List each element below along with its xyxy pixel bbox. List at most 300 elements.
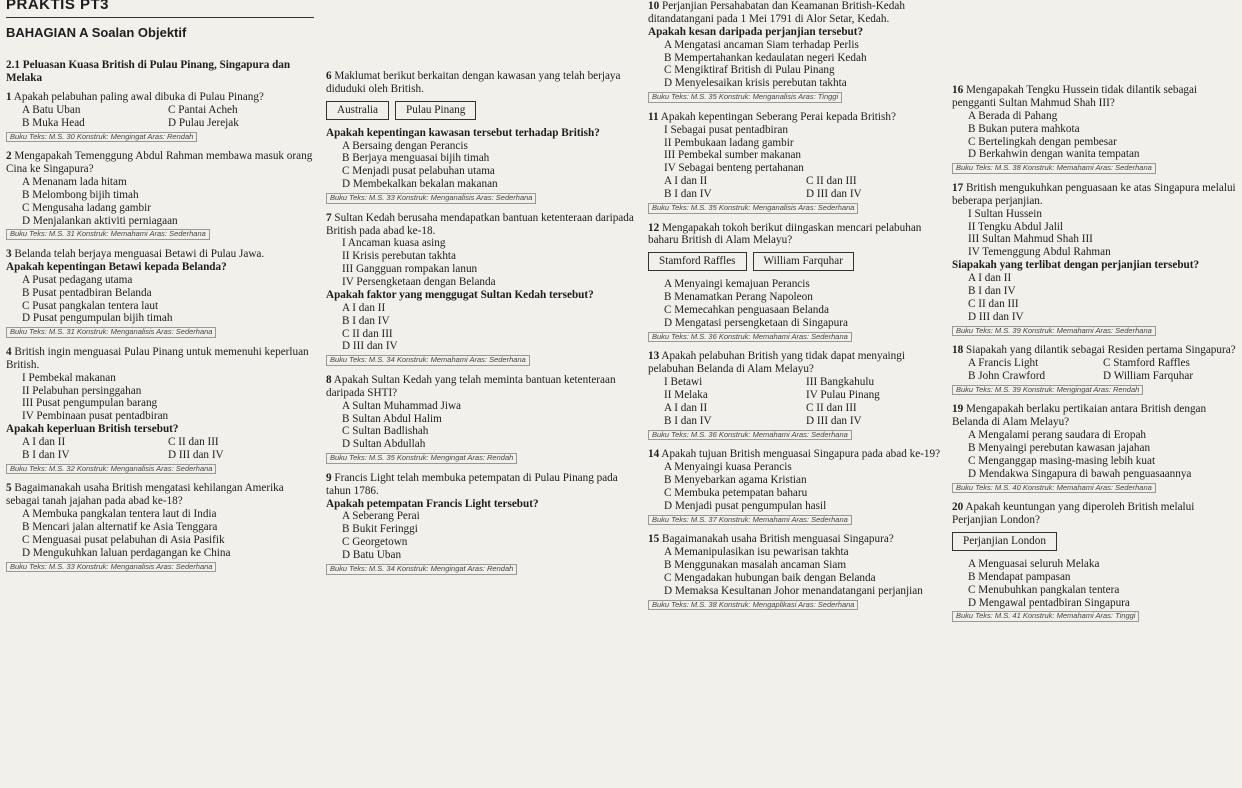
option-letter: A bbox=[22, 175, 30, 188]
statement-list bbox=[22, 372, 314, 424]
answer-options bbox=[952, 429, 1238, 481]
answer-option[interactable] bbox=[968, 285, 1238, 298]
option-text: Francis Light bbox=[978, 357, 1039, 369]
option-text: Sultan Abdul Halim bbox=[352, 412, 442, 425]
answer-option[interactable] bbox=[664, 278, 948, 291]
statement-item: I Betawi bbox=[664, 376, 703, 388]
answer-option[interactable] bbox=[968, 597, 1238, 610]
question bbox=[326, 70, 642, 209]
question-prompt: Apakah kepentingan Betawi kepada Belanda? bbox=[6, 260, 227, 273]
option-letter: C bbox=[806, 401, 814, 414]
answer-option[interactable] bbox=[22, 534, 314, 547]
question-number: 3 bbox=[6, 248, 12, 261]
answer-options bbox=[968, 357, 1238, 383]
answer-option[interactable] bbox=[968, 148, 1238, 161]
answer-option[interactable] bbox=[22, 274, 314, 287]
source-tag: Buku Teks: M.S. 36 Konstruk: Memahami Aras: Sederhana bbox=[648, 430, 852, 441]
option-text: Pantai Acheh bbox=[178, 103, 238, 116]
option-text: Menguasai pusat pelabuhan di Asia Pasifik bbox=[32, 533, 225, 546]
source-tag: Buku Teks: M.S. 31 Konstruk: Memahami Aras: Sederhana bbox=[6, 229, 210, 240]
answer-option[interactable] bbox=[22, 104, 168, 117]
option-text: Muka Head bbox=[32, 116, 85, 129]
option-letter: B bbox=[342, 314, 350, 327]
answer-option[interactable] bbox=[342, 140, 642, 153]
question bbox=[952, 182, 1238, 341]
question-stem bbox=[648, 448, 948, 461]
answer-option[interactable] bbox=[664, 291, 948, 304]
option-letter: C bbox=[22, 299, 30, 312]
option-text: III dan IV bbox=[352, 340, 398, 353]
answer-options bbox=[326, 510, 642, 562]
answer-option[interactable] bbox=[806, 415, 948, 428]
answer-option[interactable] bbox=[1103, 357, 1238, 370]
answer-option[interactable] bbox=[22, 202, 314, 215]
option-letter: B bbox=[664, 188, 672, 200]
answer-option[interactable] bbox=[342, 165, 642, 178]
source-tag: Buku Teks: M.S. 35 Konstruk: Menganalisis Aras: Sederhana bbox=[648, 203, 858, 214]
answer-options bbox=[326, 140, 642, 192]
answer-option[interactable] bbox=[22, 176, 314, 189]
question-stem bbox=[326, 374, 642, 400]
option-text: III dan IV bbox=[978, 310, 1024, 323]
option-text: Melombong bijih timah bbox=[32, 188, 139, 201]
option-letter: D bbox=[664, 316, 673, 329]
option-text: Pusat pangkalan tentera laut bbox=[32, 299, 159, 312]
option-text: I dan IV bbox=[978, 284, 1016, 297]
option-text: II dan III bbox=[816, 401, 857, 414]
source-tag: Buku Teks: M.S. 32 Konstruk: Menganalisis Aras: Sederhana bbox=[6, 464, 216, 475]
answer-option[interactable] bbox=[342, 536, 642, 549]
option-text: Membuka petempatan baharu bbox=[674, 486, 808, 499]
option-letter: A bbox=[664, 546, 672, 558]
answer-option[interactable] bbox=[968, 298, 1238, 311]
answer-option[interactable] bbox=[342, 302, 642, 315]
question-text: Siapakah yang dilantik sebagai Residen pertama Singapura? bbox=[965, 344, 1236, 357]
option-text: Menyebarkan agama Kristian bbox=[674, 473, 807, 486]
answer-option[interactable] bbox=[1103, 370, 1238, 383]
question-number: 19 bbox=[952, 403, 964, 416]
option-text: Pusat pedagang utama bbox=[32, 273, 133, 286]
question-text: Mengapakah tokoh berikut diingaskan mencari pelabuhan baharu British di Alam Melayu? bbox=[648, 221, 922, 247]
option-text: Stamford Raffles bbox=[1113, 357, 1190, 369]
answer-option[interactable] bbox=[342, 400, 642, 413]
option-text: Menyaingi perebutan kawasan jajahan bbox=[978, 442, 1151, 454]
question bbox=[648, 0, 948, 108]
option-letter: A bbox=[664, 401, 672, 414]
option-letter: C bbox=[664, 571, 672, 584]
question-stem bbox=[648, 222, 948, 248]
answer-option[interactable] bbox=[664, 175, 806, 188]
question bbox=[6, 248, 314, 343]
question-number: 1 bbox=[6, 90, 12, 103]
answer-option[interactable] bbox=[22, 300, 314, 313]
option-letter: B bbox=[342, 152, 350, 165]
source-tag: Buku Teks: M.S. 40 Konstruk: Memahami Aras: Sederhana bbox=[952, 483, 1156, 494]
option-text: Berjaya menguasai bijih timah bbox=[352, 152, 490, 165]
question-text: Perjanjian Persahabatan dan Keamanan British-Kedah ditandatangani pada 1 Mei 1791 di Alor Setar, Kedah. bbox=[648, 0, 905, 25]
option-text: Bukit Feringgi bbox=[352, 523, 418, 536]
option-letter: D bbox=[806, 414, 815, 427]
option-letter: C bbox=[342, 425, 350, 438]
question-stem bbox=[326, 212, 642, 238]
question bbox=[326, 472, 642, 580]
option-letter: C bbox=[968, 135, 976, 148]
option-text: Batu Uban bbox=[352, 549, 402, 561]
question bbox=[6, 91, 314, 147]
option-text: Mengadakan hubungan baik dengan Belanda bbox=[674, 571, 876, 584]
option-letter: A bbox=[664, 278, 672, 291]
answer-option[interactable] bbox=[22, 508, 314, 521]
option-text: Memanipulasikan isu pewarisan takhta bbox=[674, 546, 849, 558]
option-text: John Crawford bbox=[978, 369, 1046, 382]
option-text: I dan IV bbox=[674, 414, 712, 427]
question-stem bbox=[6, 150, 314, 176]
answer-option[interactable] bbox=[342, 315, 642, 328]
option-text: Membekalkan bekalan makanan bbox=[352, 178, 498, 191]
statement-item: I Ancaman kuasa asing bbox=[342, 237, 446, 250]
question-text: Apakah Sultan Kedah yang telah meminta bantuan ketenteraan daripada SHTI? bbox=[326, 373, 616, 399]
page-header: PRAKTIS PT3 bbox=[6, 0, 110, 13]
column-4 bbox=[952, 0, 1238, 788]
answer-option[interactable] bbox=[342, 425, 642, 438]
question-stem bbox=[6, 482, 314, 508]
option-letter: C bbox=[806, 175, 814, 188]
option-letter: C bbox=[968, 583, 976, 596]
question-number: 15 bbox=[648, 533, 660, 546]
question-number: 13 bbox=[648, 350, 660, 363]
statement-item: III Sultan Mahmud Shah III bbox=[968, 233, 1093, 246]
question bbox=[952, 501, 1238, 627]
question-number: 7 bbox=[326, 211, 332, 224]
answer-option[interactable] bbox=[664, 461, 948, 474]
statement-item: IV Persengketaan dengan Belanda bbox=[342, 276, 496, 288]
answer-option[interactable] bbox=[968, 558, 1238, 571]
statement-item: III Bangkahulu bbox=[806, 376, 875, 388]
source-tag: Buku Teks: M.S. 33 Konstruk: Menganalisis Aras: Sederhana bbox=[326, 193, 536, 204]
answer-option[interactable] bbox=[22, 117, 168, 130]
option-letter: B bbox=[968, 570, 976, 583]
question-number: 2 bbox=[6, 150, 12, 163]
info-boxes bbox=[326, 99, 642, 124]
question-stem bbox=[648, 533, 948, 546]
question-text: Apakah kepentingan Seberang Perai kepada British? bbox=[660, 110, 896, 123]
option-letter: D bbox=[664, 499, 673, 512]
option-letter: D bbox=[968, 148, 977, 161]
question-text: Mengapakah Tengku Hussein tidak dilantik sebagai pengganti Sultan Mahmud Shah III? bbox=[952, 84, 1198, 109]
question-stem bbox=[952, 344, 1238, 357]
option-letter: C bbox=[342, 536, 350, 549]
source-tag: Buku Teks: M.S. 31 Konstruk: Menganalisis Aras: Sederhana bbox=[6, 327, 216, 338]
option-text: Sultan Abdullah bbox=[352, 438, 426, 451]
answer-option[interactable] bbox=[342, 510, 642, 523]
answer-option[interactable] bbox=[168, 449, 314, 462]
option-text: Bersaing dengan Perancis bbox=[352, 139, 468, 152]
option-letter: D bbox=[806, 188, 815, 200]
option-letter: A bbox=[342, 139, 350, 152]
source-tag: Buku Teks: M.S. 38 Konstruk: Mengaplikasi Aras: Sederhana bbox=[648, 600, 858, 611]
option-text: Membuka pangkalan tentera laut di India bbox=[32, 508, 217, 521]
answer-option[interactable] bbox=[968, 571, 1238, 584]
answer-option[interactable] bbox=[664, 39, 948, 52]
question-number: 17 bbox=[952, 181, 964, 194]
info-box: Australia bbox=[326, 101, 389, 120]
question bbox=[648, 222, 948, 348]
option-text: I dan IV bbox=[674, 188, 712, 200]
option-text: Menyaingi kemajuan Perancis bbox=[674, 278, 810, 291]
answer-option[interactable] bbox=[664, 585, 948, 598]
option-letter: B bbox=[342, 523, 350, 536]
question bbox=[6, 346, 314, 480]
option-letter: D bbox=[22, 312, 31, 325]
answer-option[interactable] bbox=[968, 429, 1238, 442]
option-letter: D bbox=[22, 214, 31, 227]
question-prompt: Apakah kesan daripada perjanjian tersebut? bbox=[648, 25, 864, 38]
source-tag: Buku Teks: M.S. 39 Konstruk: Memahami Aras: Sederhana bbox=[952, 326, 1156, 337]
question-prompt: Apakah petempatan Francis Light tersebut? bbox=[326, 497, 539, 510]
option-text: I dan II bbox=[674, 175, 708, 188]
option-text: II dan III bbox=[816, 175, 857, 188]
question-stem bbox=[326, 70, 642, 96]
info-boxes bbox=[952, 530, 1238, 555]
option-text: Menganggap masing-masing lebih kuat bbox=[978, 454, 1156, 467]
option-text: Mendapat pampasan bbox=[978, 570, 1071, 583]
option-letter: B bbox=[968, 284, 976, 297]
option-text: I dan II bbox=[674, 401, 708, 414]
option-text: Mendakwa Singapura di bawah penguasaannya bbox=[978, 467, 1192, 480]
question-text: Mengapakah Temenggung Abdul Rahman membawa masuk orang Cina ke Singapura? bbox=[6, 150, 313, 176]
question-stem bbox=[952, 501, 1238, 527]
source-tag: Buku Teks: M.S. 37 Konstruk: Memahami Aras: Sederhana bbox=[648, 515, 852, 526]
question-text: British mengukuhkan penguasaan ke atas Singapura melalui beberapa perjanjian. bbox=[952, 181, 1236, 207]
option-letter: C bbox=[342, 327, 350, 340]
answer-option[interactable] bbox=[664, 52, 948, 65]
statement-list bbox=[664, 376, 948, 402]
answer-options bbox=[664, 175, 948, 201]
option-letter: D bbox=[342, 340, 351, 353]
option-letter: C bbox=[1103, 357, 1111, 369]
answer-option[interactable] bbox=[806, 188, 948, 201]
option-letter: C bbox=[22, 533, 30, 546]
column-3 bbox=[648, 0, 948, 788]
option-text: III dan IV bbox=[178, 448, 224, 461]
question bbox=[648, 448, 948, 530]
question-number: 12 bbox=[648, 221, 660, 234]
option-text: Memecahkan penguasaan Belanda bbox=[674, 303, 829, 316]
answer-option[interactable] bbox=[664, 500, 948, 513]
option-text: I dan IV bbox=[352, 314, 390, 327]
option-letter: A bbox=[664, 38, 672, 51]
answer-options bbox=[6, 274, 314, 326]
info-box: Perjanjian London bbox=[952, 532, 1057, 551]
option-letter: B bbox=[342, 412, 350, 425]
answer-option[interactable] bbox=[968, 584, 1238, 597]
answer-options bbox=[648, 278, 948, 330]
answer-option[interactable] bbox=[342, 438, 642, 451]
question-text: British ingin menguasai Pulau Pinang untuk memenuhi keperluan British. bbox=[6, 345, 309, 371]
option-text: I dan II bbox=[32, 436, 66, 449]
answer-option[interactable] bbox=[664, 317, 948, 330]
answer-option[interactable] bbox=[22, 449, 168, 462]
option-letter: B bbox=[968, 442, 976, 454]
answer-option[interactable] bbox=[664, 487, 948, 500]
statement-list bbox=[664, 124, 948, 176]
answer-option[interactable] bbox=[342, 178, 642, 191]
answer-options bbox=[648, 461, 948, 513]
question-text: Francis Light telah membuka petempatan di Pulau Pinang pada tahun 1786. bbox=[326, 471, 618, 497]
question-stem bbox=[6, 346, 314, 372]
answer-options bbox=[6, 508, 314, 560]
answer-option[interactable] bbox=[806, 402, 948, 415]
option-letter: C bbox=[342, 165, 350, 178]
answer-option[interactable] bbox=[968, 357, 1103, 370]
answer-option[interactable] bbox=[968, 468, 1238, 481]
source-tag: Buku Teks: M.S. 39 Konstruk: Mengingat Aras: Rendah bbox=[952, 385, 1143, 396]
question-stem bbox=[952, 182, 1238, 208]
option-letter: B bbox=[968, 122, 976, 135]
question-number: 18 bbox=[952, 344, 964, 357]
option-letter: B bbox=[968, 369, 976, 382]
question-prompt: Siapakah yang terlibat dengan perjanjian tersebut? bbox=[952, 259, 1200, 272]
option-letter: C bbox=[168, 436, 176, 449]
answer-options bbox=[952, 558, 1238, 610]
option-letter: D bbox=[342, 549, 351, 561]
source-tag: Buku Teks: M.S. 33 Konstruk: Menganalisis Aras: Sederhana bbox=[6, 562, 216, 573]
statement-item: II Pembukaan ladang gambir bbox=[664, 136, 794, 149]
option-letter: A bbox=[22, 508, 30, 521]
question-text: Bagaimanakah usaha British menguasai Singapura? bbox=[661, 533, 894, 546]
statement-item: I Sebagai pusat pentadbiran bbox=[664, 123, 788, 136]
info-box: Stamford Raffles bbox=[648, 252, 747, 271]
question-text: Sultan Kedah berusaha mendapatkan bantuan ketenteraan daripada British pada abad ke-18. bbox=[326, 211, 634, 237]
question-stem bbox=[6, 91, 314, 104]
answer-option[interactable] bbox=[664, 474, 948, 487]
question-number: 5 bbox=[6, 482, 12, 495]
answer-option[interactable] bbox=[342, 328, 642, 341]
header-rule bbox=[6, 17, 314, 18]
source-tag: Buku Teks: M.S. 38 Konstruk: Memahami Aras: Sederhana bbox=[952, 163, 1156, 174]
answer-option[interactable] bbox=[168, 117, 314, 130]
answer-option[interactable] bbox=[968, 455, 1238, 468]
answer-option[interactable] bbox=[664, 304, 948, 317]
option-text: William Farquhar bbox=[1113, 369, 1194, 382]
answer-option[interactable] bbox=[22, 436, 168, 449]
question-stem bbox=[952, 403, 1238, 429]
answer-option[interactable] bbox=[664, 77, 948, 90]
answer-option[interactable] bbox=[22, 215, 314, 228]
option-text: Pusat pentadbiran Belanda bbox=[32, 286, 152, 299]
option-letter: C bbox=[664, 486, 672, 499]
question bbox=[952, 344, 1238, 400]
answer-option[interactable] bbox=[22, 189, 314, 202]
question-text: Maklumat berikut berkaitan dengan kawasan yang telah berjaya diduduki oleh British. bbox=[326, 70, 621, 95]
question bbox=[648, 350, 948, 445]
question bbox=[952, 84, 1238, 179]
question-stem bbox=[6, 248, 314, 261]
option-letter: A bbox=[22, 273, 30, 286]
answer-option[interactable] bbox=[22, 521, 314, 534]
option-text: Sultan Muhammad Jiwa bbox=[352, 399, 462, 412]
question bbox=[6, 150, 314, 245]
option-letter: D bbox=[968, 310, 977, 323]
answer-option[interactable] bbox=[968, 272, 1238, 285]
question-prompt: Apakah faktor yang menggugat Sultan Kedah tersebut? bbox=[326, 288, 594, 301]
question-number: 9 bbox=[326, 471, 332, 484]
option-text: Mengiktiraf British di Pulau Pinang bbox=[674, 64, 835, 77]
option-text: Mengalami perang saudara di Eropah bbox=[978, 429, 1147, 442]
answer-option[interactable] bbox=[342, 413, 642, 426]
answer-option[interactable] bbox=[664, 572, 948, 585]
answer-option[interactable] bbox=[168, 104, 314, 117]
option-text: Seberang Perai bbox=[352, 510, 420, 523]
option-letter: C bbox=[968, 297, 976, 310]
answer-option[interactable] bbox=[968, 136, 1238, 149]
question bbox=[326, 212, 642, 371]
option-text: Bukan putera mahkota bbox=[978, 122, 1080, 135]
answer-options bbox=[648, 546, 948, 598]
statement-item: IV Pulau Pinang bbox=[806, 388, 880, 401]
option-letter: A bbox=[968, 557, 976, 570]
option-text: Menggunakan masalah ancaman Siam bbox=[674, 558, 847, 571]
question-number: 4 bbox=[6, 345, 12, 358]
question-number: 10 bbox=[648, 0, 660, 12]
answer-option[interactable] bbox=[664, 415, 806, 428]
answer-option[interactable] bbox=[22, 312, 314, 325]
answer-option[interactable] bbox=[22, 287, 314, 300]
option-letter: B bbox=[664, 473, 672, 486]
option-text: Menjadi pusat pelabuhan utama bbox=[352, 165, 495, 178]
answer-options bbox=[22, 104, 314, 130]
statement-item: II Pelabuhan persinggahan bbox=[22, 384, 142, 397]
option-letter: B bbox=[664, 291, 672, 303]
source-tag: Buku Teks: M.S. 35 Konstruk: Menganalisis Aras: Tinggi bbox=[648, 92, 842, 103]
answer-option[interactable] bbox=[664, 188, 806, 201]
option-text: Menguasai seluruh Melaka bbox=[978, 557, 1100, 570]
section-title: BAHAGIAN A Soalan Objektif bbox=[6, 25, 187, 41]
answer-option[interactable] bbox=[968, 123, 1238, 136]
statement-item: II Krisis perebutan takhta bbox=[342, 250, 457, 263]
statement-item: II Melaka bbox=[664, 388, 708, 401]
option-text: Mempertahankan kedaulatan negeri Kedah bbox=[674, 51, 867, 64]
question-text: Bagaimanakah usaha British mengatasi kehilangan Amerika sebagai tanah jajahan pada abad ke-18? bbox=[6, 482, 284, 508]
answer-option[interactable] bbox=[342, 340, 642, 353]
option-letter: C bbox=[22, 201, 30, 214]
answer-options bbox=[952, 272, 1238, 324]
answer-option[interactable] bbox=[664, 559, 948, 572]
answer-option[interactable] bbox=[342, 549, 642, 562]
answer-option[interactable] bbox=[22, 547, 314, 560]
option-text: Menanam lada hitam bbox=[32, 175, 127, 188]
answer-option[interactable] bbox=[968, 442, 1238, 455]
answer-option[interactable] bbox=[168, 436, 314, 449]
answer-option[interactable] bbox=[664, 64, 948, 77]
answer-option[interactable] bbox=[968, 311, 1238, 324]
question bbox=[326, 374, 642, 469]
answer-option[interactable] bbox=[664, 402, 806, 415]
question-text: Mengapakah berlaku pertikaian antara British dengan Belanda di Alam Melayu? bbox=[952, 403, 1207, 429]
answer-option[interactable] bbox=[342, 523, 642, 536]
option-letter: D bbox=[342, 438, 351, 451]
answer-option[interactable] bbox=[664, 546, 948, 559]
answer-option[interactable] bbox=[968, 370, 1103, 383]
answer-option[interactable] bbox=[342, 152, 642, 165]
answer-options bbox=[326, 400, 642, 452]
question-number: 20 bbox=[952, 501, 964, 514]
option-text: Bertelingkah dengan pembesar bbox=[978, 135, 1117, 148]
option-text: Menyaingi kuasa Perancis bbox=[674, 461, 792, 473]
answer-option[interactable] bbox=[968, 110, 1238, 123]
question-prompt: Apakah keperluan British tersebut? bbox=[6, 423, 179, 436]
answer-option[interactable] bbox=[806, 175, 948, 188]
